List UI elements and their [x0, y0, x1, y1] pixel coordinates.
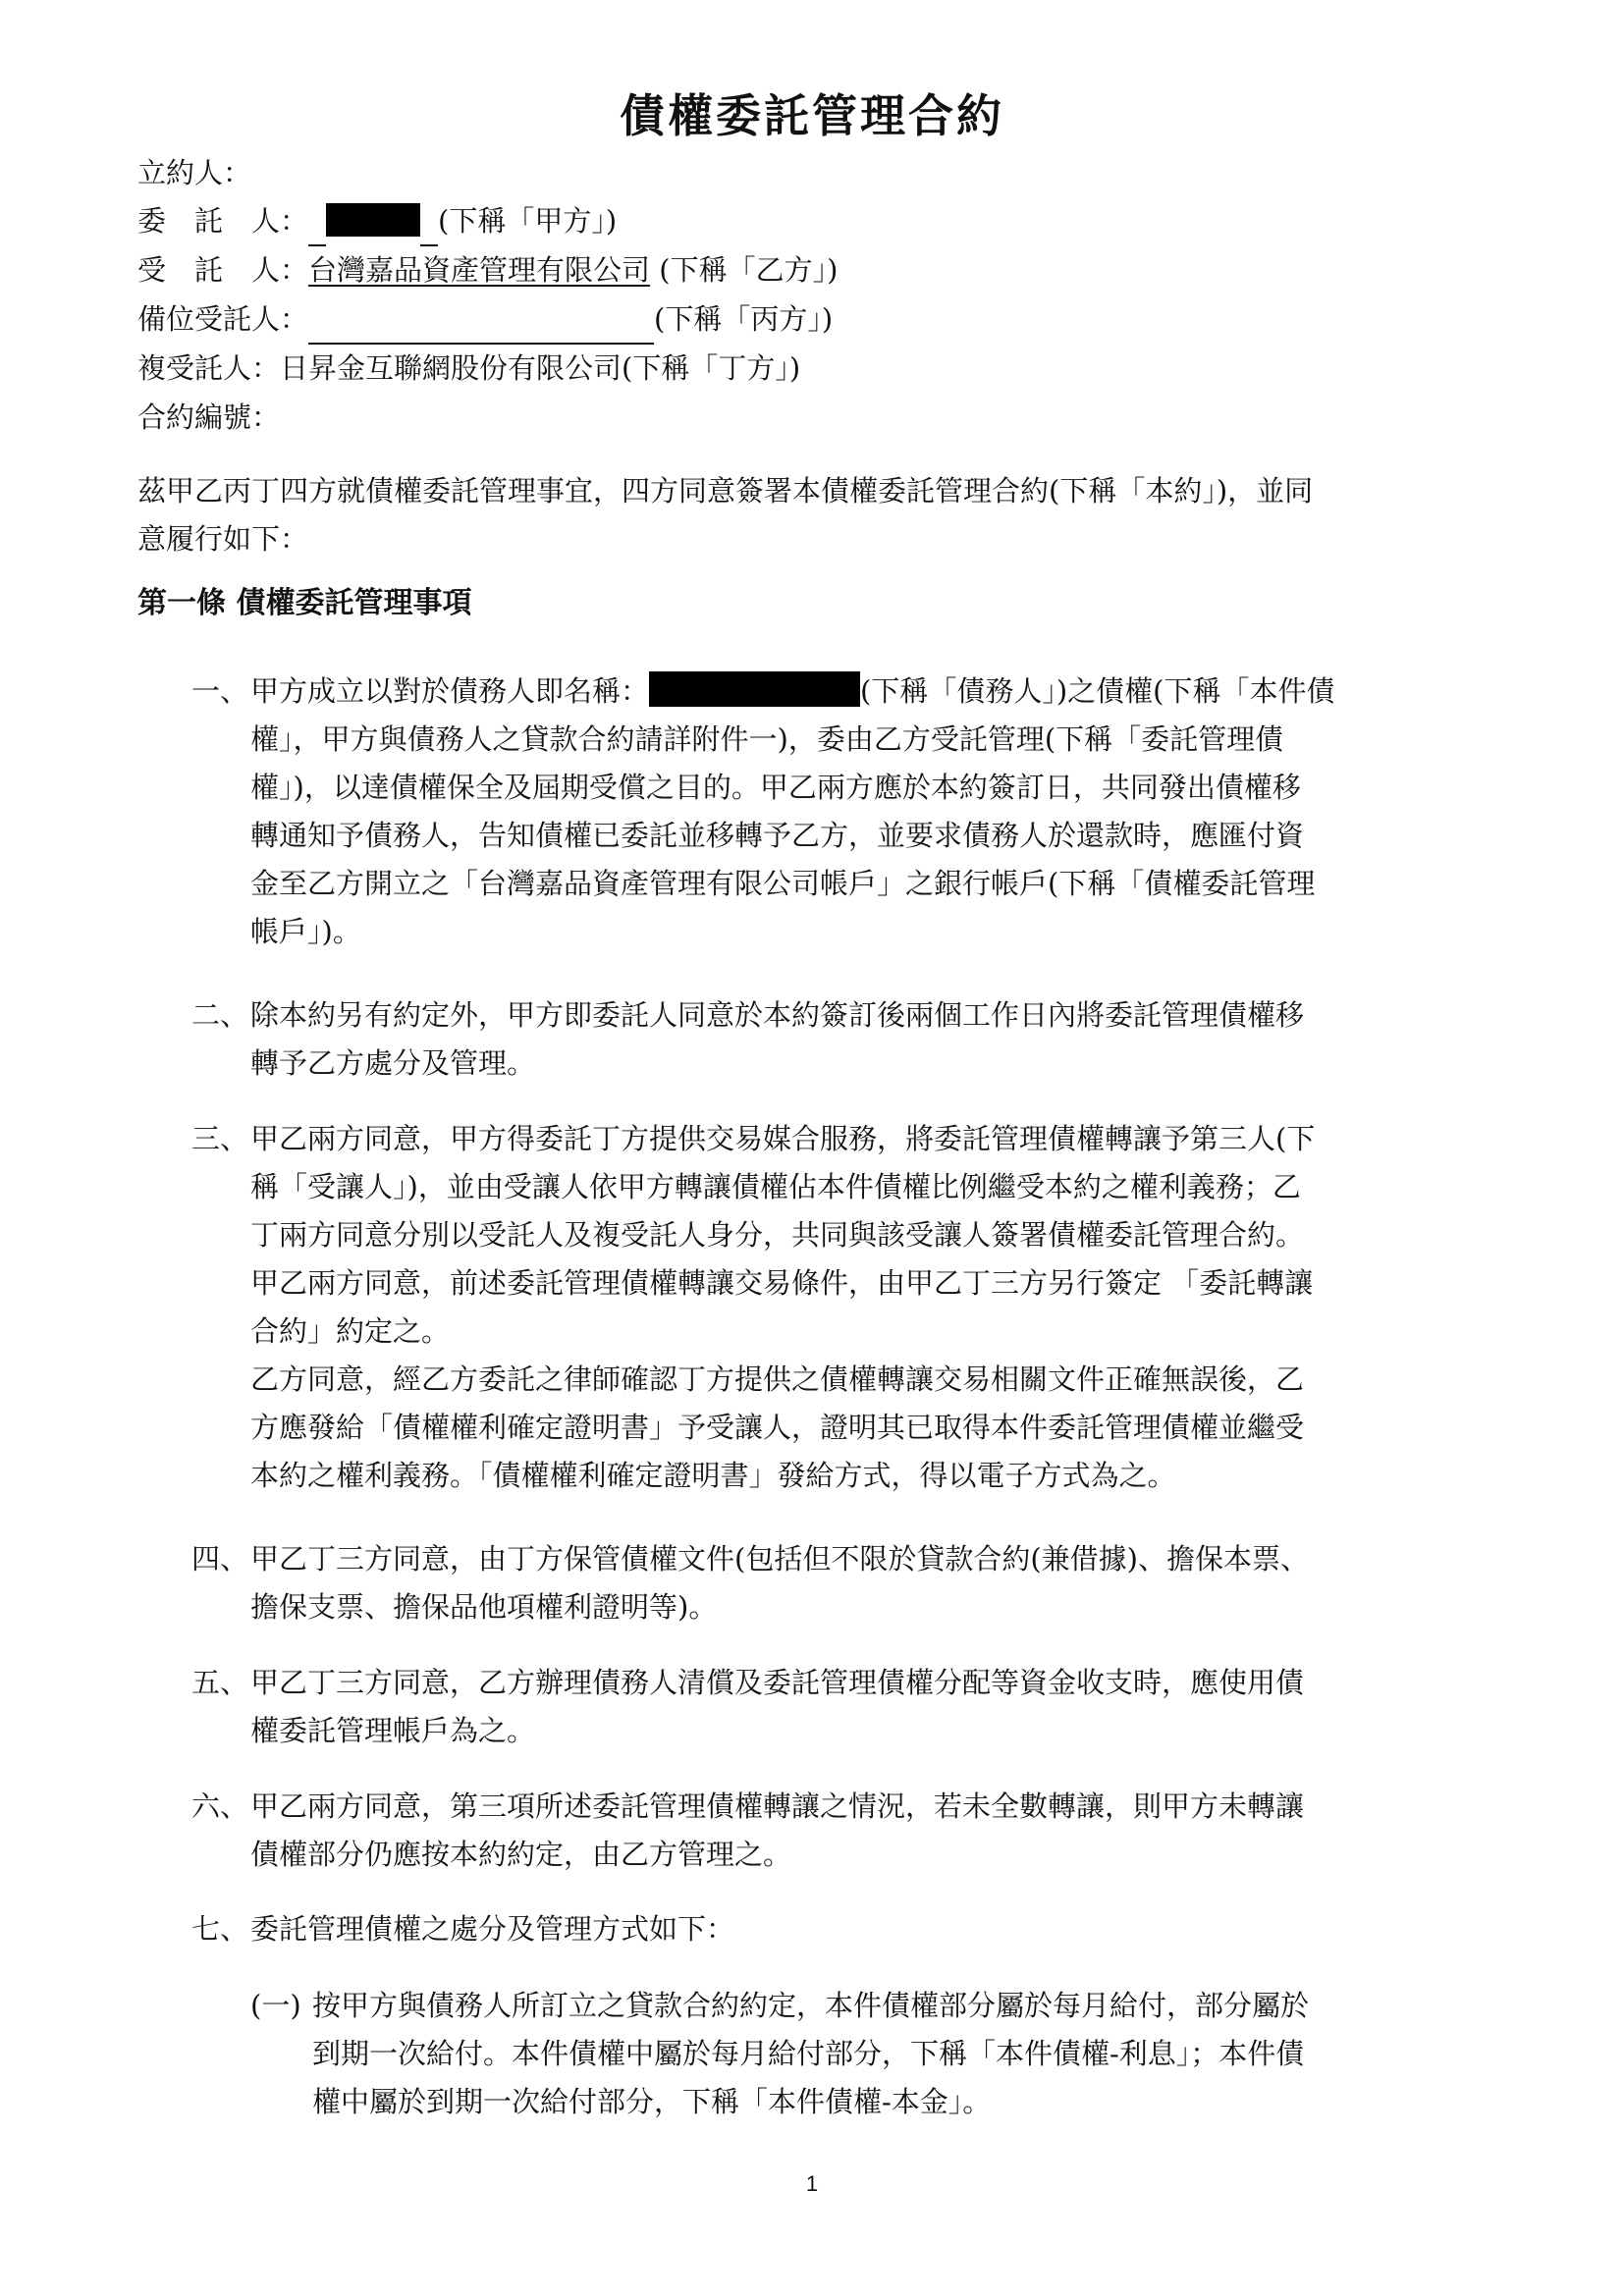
item-1-suffix: (下稱「債務人」)之債權(下稱「本件債: [860, 674, 1335, 708]
sub-trustee-line: 複受託人：日昇金互聯網股份有限公司(下稱「丁方」): [137, 351, 801, 385]
redacted-debtor-name: [649, 671, 860, 707]
item-line: 甲乙丁三方同意，由丁方保管債權文件(包括但不限於貸款合約(兼借據)、擔保本票、: [250, 1542, 1309, 1575]
item-3-text: [250, 1115, 1315, 1500]
item-line: 甲乙兩方同意，第三項所述委託管理債權轉讓之情況，若未全數轉讓，則甲方未轉讓: [250, 1789, 1305, 1823]
item-5-text: [250, 1659, 1304, 1755]
trustee-line: [137, 250, 838, 290]
page-number: 1: [805, 2171, 819, 2196]
item-line: 合約」約定之。: [250, 1314, 451, 1348]
contract-number-line: 合約編號：: [137, 400, 281, 434]
item-1-prefix: 甲方成立以對於債務人即名稱：: [250, 674, 650, 708]
item-line: 本約之權利義務。「債權權利確定證明書」發給方式，得以電子方式為之。: [250, 1459, 1176, 1492]
item-line: 權中屬於到期一次給付部分，下稱「本件債權-本金」。: [312, 2085, 992, 2118]
item-line: 轉予乙方處分及管理。: [250, 1046, 536, 1080]
item-line: 甲乙丁三方同意，乙方辦理債務人清償及委託管理債權分配等資金收支時，應使用債: [250, 1666, 1305, 1699]
item-6-text: [250, 1783, 1304, 1879]
trustee-name: 台灣嘉品資產管理有限公司: [308, 253, 651, 287]
item-line: 金至乙方開立之「台灣嘉品資產管理有限公司帳戶」之銀行帳戶(下稱「債權委託管理: [250, 867, 1316, 900]
item-line: 除本約另有約定外，甲方即委託人同意於本約簽訂後兩個工作日內將委託管理債權移: [250, 998, 1305, 1032]
item-4-text: [250, 1535, 1309, 1631]
item-line: 乙方同意，經乙方委託之律師確認丁方提供之債權轉讓交易相關文件正確無誤後，乙: [250, 1362, 1305, 1396]
item-line: 按甲方與債務人所訂立之貸款合約約定，本件債權部分屬於每月給付，部分屬於: [312, 1989, 1310, 2022]
item-line: 帳戶」)。: [250, 915, 361, 948]
item-line: 甲乙兩方同意，前述委託管理債權轉讓交易條件，由甲乙丁三方另行簽定 「委託轉讓: [250, 1266, 1314, 1300]
page-title: 債權委託管理合約: [620, 89, 1004, 142]
item-number: 四、: [191, 1542, 249, 1575]
item-number: 五、: [191, 1666, 249, 1699]
entrustor-label: 委 託 人：: [137, 204, 309, 238]
item-line: 權委託管理帳戶為之。: [250, 1714, 536, 1747]
backup-trustee-blank: [308, 303, 654, 345]
item-number: 二、: [191, 998, 249, 1032]
item-line: 轉通知予債務人，告知債權已委託並移轉予乙方，並要求債務人於還款時，應匯付資: [250, 819, 1305, 852]
trustee-label: 受 託 人：: [137, 253, 309, 287]
item-line: 方應發給「債權權利確定證明書」予受讓人，證明其已取得本件委託管理債權並繼受: [250, 1411, 1305, 1444]
preamble-line: 茲甲乙丙丁四方就債權委託管理事宜，四方同意簽署本債權委託管理合約(下稱「本約」)，並同: [137, 474, 1314, 507]
entrustor-suffix: (下稱「甲方」): [438, 204, 618, 238]
item-line: 甲乙兩方同意，甲方得委託丁方提供交易媒合服務，將委託管理債權轉讓予第三人(下: [250, 1122, 1316, 1155]
preamble: [137, 467, 1313, 563]
parties-intro: 立約人：: [137, 156, 252, 189]
item-number: 一、: [191, 674, 249, 708]
sub-item-number: (一): [250, 1989, 301, 2022]
backup-trustee-suffix: (下稱「丙方」): [654, 302, 834, 336]
item-2-text: [250, 991, 1304, 1088]
item-line: 擔保支票、擔保品他項權利證明等)。: [250, 1590, 718, 1624]
entrustor-blank-left: [308, 205, 326, 246]
backup-trustee-label: 備位受託人：: [137, 302, 309, 336]
item-line: 權」，甲方與債務人之貸款合約請詳附件一)，委由乙方受託管理(下稱「委託管理債: [250, 722, 1284, 756]
entrustor-blank-right: [420, 205, 438, 246]
item-number: 七、: [191, 1912, 249, 1946]
item-line: 到期一次給付。本件債權中屬於每月給付部分，下稱「本件債權-利息」；本件債: [312, 2037, 1305, 2070]
item-line: 稱「受讓人」)，並由受讓人依甲方轉讓債權佔本件債權比例繼受本約之權利義務；乙: [250, 1170, 1301, 1203]
item-1-first-line: [250, 667, 1334, 716]
item-7-text: [250, 1905, 734, 1953]
item-7-1-text: [312, 1982, 1309, 2126]
item-line: 權」)，以達債權保全及屆期受償之目的。甲乙兩方應於本約簽訂日，共同發出債權移: [250, 771, 1301, 804]
item-number: 六、: [191, 1789, 249, 1823]
item-number: 三、: [191, 1122, 249, 1155]
item-line: 丁兩方同意分別以受託人及複受託人身分，共同與該受讓人簽署債權委託管理合約。: [250, 1218, 1305, 1252]
entrustor-line: [137, 201, 617, 246]
item-line: 債權部分仍應按本約約定，由乙方管理之。: [250, 1838, 792, 1871]
redacted-entrustor-name: [326, 203, 420, 237]
section-heading: 第一條 債權委託管理事項: [137, 586, 472, 620]
trustee-suffix: (下稱「乙方」): [650, 253, 839, 287]
backup-trustee-line: [137, 299, 833, 345]
item-line: 委託管理債權之處分及管理方式如下：: [250, 1912, 735, 1946]
item-1-text: [250, 667, 1334, 956]
preamble-line: 意履行如下：: [137, 522, 309, 556]
